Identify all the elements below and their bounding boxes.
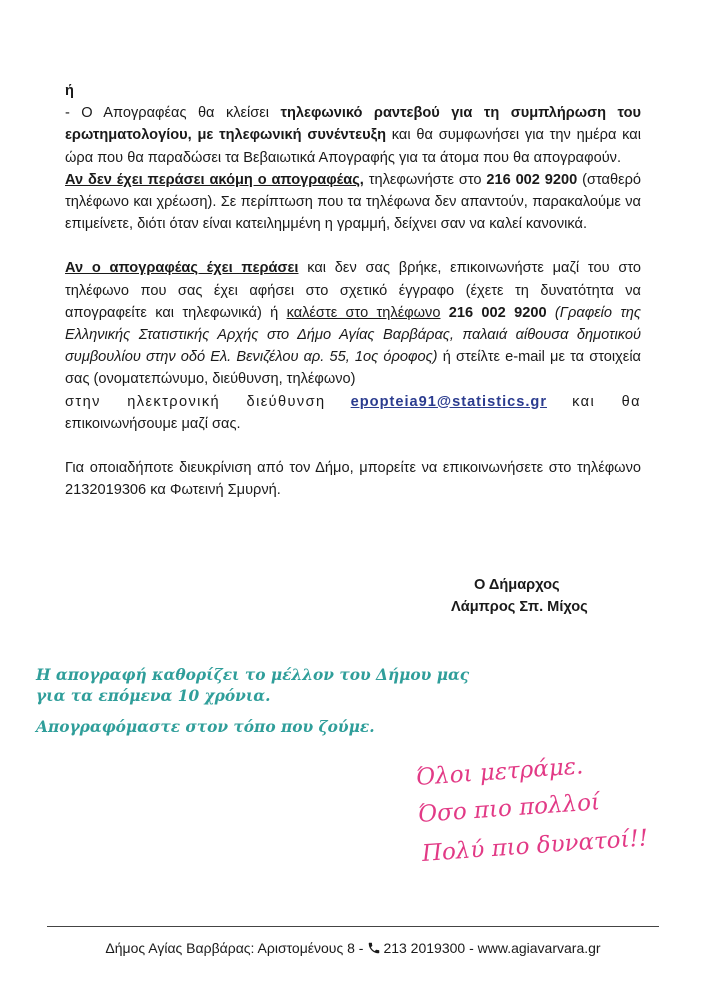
signature-block	[440, 574, 640, 618]
footer	[0, 940, 706, 956]
email-link[interactable]: epopteia91@statistics.gr	[350, 393, 548, 410]
email-line: στην ηλεκτρονική διεύθυνση epopteia91@statistics.gr και θα	[65, 393, 641, 410]
footer-address: Δήμος Αγίας Βαρβάρας: Αριστομένους 8 -	[105, 940, 364, 956]
paragraph-municipality-contact: Για οποιαδήποτε διευκρίνιση από τον Δήμο, μπορείτε να επικοινωνήσετε στο τηλέφωνο 2132019306 κα Φωτεινή Σμυρνή.	[65, 460, 641, 499]
mayor-title: Ο Δήμαρχος	[474, 577, 560, 593]
phone-icon	[367, 941, 381, 955]
slogan-line-1: Η απογραφή καθορίζει το μέλλον του Δήμου μας	[36, 666, 470, 684]
motto-line-2: Όσο πιο πολλοί	[417, 789, 601, 828]
footer-divider	[47, 926, 659, 927]
census-slogan	[36, 665, 516, 738]
slogan-line-3: Απογραφόμαστε στον τόπο που ζούμε.	[36, 718, 375, 736]
letter-body	[65, 80, 641, 501]
paragraph-phone-appointment: - Ο Απογραφέας θα κλείσει τηλεφωνικό ραντεβού για τη συμπλήρωση του ερωτηματολογίου, με τηλεφωνική συνέντευξη και θα συμφωνήσει για την ημέρα και ώρα που θα παραδώσει τα Βεβαιωτικά Απογραφής για τα άτομα που θα απογραφούν.	[65, 105, 641, 166]
mayor-name: Λάμπρος Σπ. Μίχος	[451, 599, 588, 615]
motto	[400, 755, 690, 885]
slogan-line-2: για τα επόμενα 10 χρόνια.	[36, 687, 271, 705]
or-word: ή	[65, 83, 74, 99]
motto-line-1: Όλοι μετράμε.	[415, 753, 585, 791]
contact-closing: επικοινωνήσουμε μαζί σας.	[65, 415, 241, 432]
paragraph-not-visited: Αν δεν έχει περάσει ακόμη ο απογραφέας, τηλεφωνήστε στο 216 002 9200 (σταθερό τηλέφωνο και χρέωση). Σε περίπτωση που τα τηλέφωνα δεν απαντούν, παρακαλούμε να επιμείνετε, διότι όταν είναι κατειλημμένη η γραμμή, δείχνει σαν να καλεί κανονικά.	[65, 171, 641, 233]
motto-line-3: Πολύ πιο δυνατοί!!	[421, 825, 649, 867]
footer-contact: 213 2019300 - www.agiavarvara.gr	[383, 940, 601, 956]
paragraph-visited: Αν ο απογραφέας έχει περάσει και δεν σας βρήκε, επικοινωνήστε μαζί του στο τηλέφωνο που σας έχει αφήσει στο σχετικό έγγραφο (έχετε τη δυνατότητα να απογραφείτε και τηλεφωνικά) ή καλέστε στο τηλέφωνο 216 002 9200 (Γραφείο της Ελληνικής Στατιστικής Αρχής στο Δήμο Αγίας Βαρβάρας, παλαιά αίθουσα δημοτικού συμβουλίου στην οδό Ελ. Βενιζέλου αρ. 55, 1ος όροφος) ή στείλτε e-mail με τα στοιχεία σας (ονοματεπώνυμο, διεύθυνση, τηλέφωνο)	[65, 260, 642, 388]
